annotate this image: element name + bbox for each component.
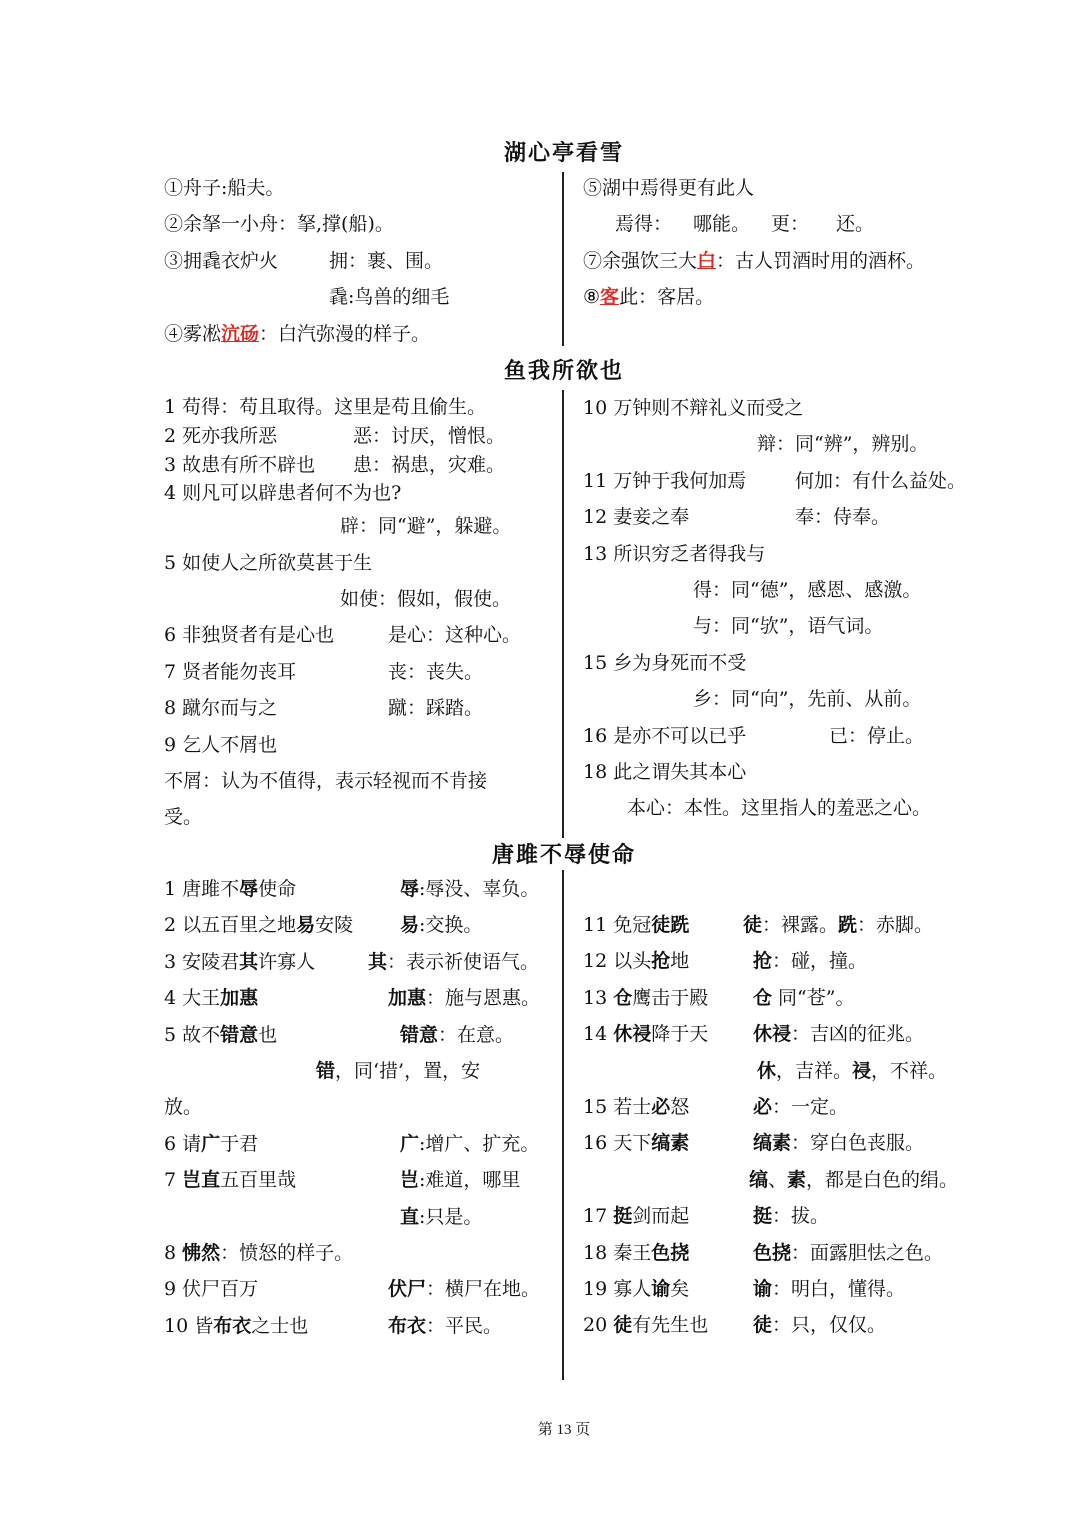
keyword: 缟素 — [753, 1132, 792, 1155]
note-line — [583, 980, 1003, 1016]
note-phrase: ⑧ — [583, 286, 601, 309]
note-line — [583, 790, 1003, 826]
page-number-suffix: 页 — [575, 1422, 591, 1438]
keyword: 仓 — [613, 986, 633, 1009]
keyword: 加惠 — [388, 987, 427, 1010]
note-number: 7 — [164, 1169, 177, 1192]
note-definition: ：平民。 — [426, 1314, 503, 1337]
keyword: 跣 — [838, 914, 858, 936]
note-number: 17 — [583, 1205, 608, 1228]
note-line — [583, 608, 1003, 644]
note-number: 13 — [583, 986, 608, 1009]
note-line — [583, 1125, 1003, 1161]
note-number: 10 — [164, 1314, 189, 1337]
note-definition: ：碰，撞。 — [772, 950, 868, 973]
note-line: 1 苟得：苟且取得。这里是苟且偷生。 — [164, 396, 487, 418]
note-definition: 何加：有什么益处。 — [795, 469, 967, 492]
keyword: 直 — [400, 1205, 420, 1228]
note-definition: :交换。 — [419, 914, 483, 937]
note-definition: ，都是白色的绢。 — [806, 1168, 959, 1191]
keyword: 抢 — [753, 950, 773, 973]
keyword: 易 — [400, 914, 420, 937]
note-definition: 毳:鸟兽的细毛 — [329, 286, 450, 309]
note-definition: ：拔。 — [772, 1205, 830, 1228]
note-line — [583, 1162, 1003, 1198]
note-phrase: 五百里哉 — [220, 1169, 297, 1192]
keyword: 错 — [316, 1059, 336, 1082]
keyword: 休祲 — [613, 1023, 652, 1046]
note-line — [164, 508, 556, 544]
note-number: 1 — [164, 878, 177, 900]
keyword: 怫然 — [182, 1241, 221, 1264]
keyword: 挺 — [753, 1205, 773, 1228]
note-definition: ：面露胆怯之色。 — [791, 1241, 944, 1264]
keyword: 布衣 — [213, 1314, 252, 1337]
note-definition: 已：停止。 — [829, 724, 925, 747]
note-line — [583, 426, 1003, 462]
note-phrase: 若士 — [613, 1095, 652, 1118]
note-definition: 乡：同“向”，先前、从前。 — [693, 688, 922, 711]
note-line — [583, 1053, 1003, 1089]
note-definition: ：明白，懂得。 — [772, 1277, 906, 1300]
note-line: 15 乡为身死而不受 — [583, 651, 747, 674]
note-definition: ：一定。 — [772, 1095, 849, 1118]
note-number: 14 — [583, 1023, 608, 1046]
page-number — [0, 1418, 1080, 1439]
note-phrase: 安陵 — [315, 914, 354, 937]
note-phrase: 以头 — [613, 950, 652, 973]
note-number: 15 — [583, 1095, 608, 1118]
highlighted-word: 白 — [697, 249, 717, 272]
keyword: 徒跣 — [651, 914, 690, 936]
note-phrase: 天下 — [613, 1132, 652, 1155]
note-definition: :增广、扩充。 — [419, 1132, 540, 1155]
keyword: 布衣 — [388, 1314, 427, 1337]
note-definition: ：赤脚。 — [857, 914, 934, 936]
section-title-yuwosuoyuye: 鱼我所欲也 — [503, 358, 624, 384]
note-line: 10 万钟则不辩礼义而受之 — [583, 397, 804, 419]
note-phrase: 3 故患有所不辟也 — [164, 453, 316, 476]
note-definition: ：穿白色丧服。 — [791, 1132, 925, 1155]
note-number: 9 — [164, 1278, 177, 1301]
note-phrase: 12 妻妾之奉 — [583, 506, 690, 529]
keyword: 休祲 — [753, 1023, 792, 1046]
note-line — [164, 654, 556, 690]
note-definition: 患：祸患，灾难。 — [353, 453, 506, 476]
note-phrase: 寡人 — [613, 1277, 652, 1300]
note-line — [164, 1308, 556, 1344]
note-phrase: 怒 — [670, 1095, 690, 1118]
note-definition: 如使：假如，假使。 — [340, 587, 512, 610]
keyword: 谕 — [753, 1277, 773, 1300]
section3-left-column — [164, 871, 556, 1344]
note-phrase: 安陵君 — [182, 950, 240, 973]
note-phrase: 8 蹴尔而与之 — [164, 697, 278, 720]
keyword: 徒 — [743, 914, 763, 936]
note-definition: ：表示祈使语气。 — [387, 950, 540, 973]
keyword: 岂 — [400, 1169, 420, 1192]
keyword: 其 — [368, 950, 388, 973]
note-phrase: 请 — [182, 1132, 202, 1155]
note-line — [583, 572, 1003, 608]
note-number: 12 — [583, 950, 608, 973]
note-definition: :难道，哪里 — [419, 1169, 521, 1192]
note-phrase: 16 是亦不可以已乎 — [583, 724, 747, 747]
note-line: ⑤湖中焉得更有此人 — [583, 177, 755, 199]
note-definition: ，同‘措’，置，安 — [335, 1059, 481, 1082]
note-phrase: 矣 — [670, 1277, 690, 1300]
keyword: 徒 — [753, 1314, 773, 1337]
note-phrase: 免冠 — [613, 914, 652, 936]
note-definition: :辱没、辜负。 — [419, 878, 540, 900]
keyword: 易 — [296, 914, 316, 937]
note-line — [164, 451, 556, 480]
note-phrase: 降于天 — [651, 1023, 709, 1046]
note-phrase: 伏尸百万 — [182, 1278, 259, 1301]
note-phrase: ③拥毳衣炉火 — [164, 249, 279, 272]
column-divider — [562, 172, 564, 346]
note-line — [583, 279, 1003, 315]
note-definition: 奉：侍奉。 — [795, 506, 891, 529]
note-definition: 恶：讨厌，憎恨。 — [353, 424, 506, 447]
note-phrase: 皆 — [194, 1314, 214, 1337]
column-divider — [562, 870, 564, 1380]
note-line — [583, 206, 1003, 242]
note-line — [164, 1271, 556, 1307]
keyword: 必 — [753, 1095, 773, 1118]
note-phrase: 许寡人 — [258, 950, 316, 973]
note-phrase: 更： — [771, 213, 810, 236]
note-definition: :只是。 — [419, 1205, 483, 1228]
note-definition: 本心：本性。这里指人的羞恶之心。 — [627, 797, 932, 820]
note-number: 5 — [164, 1023, 177, 1046]
note-line: 受。 — [164, 806, 203, 829]
note-definition: 辩：同“辨”，辨别。 — [757, 433, 929, 456]
page-number-value: 13 — [556, 1422, 572, 1438]
note-definition: 丧：丧失。 — [388, 660, 484, 683]
note-definition: 是心：这种心。 — [388, 624, 522, 647]
keyword: 加惠 — [220, 987, 259, 1010]
note-line — [164, 279, 556, 315]
keyword: 色挠 — [651, 1241, 690, 1264]
note-definition: ：吉凶的征兆。 — [791, 1023, 925, 1046]
note-line: ②余拏一小舟：拏,撑(船)。 — [164, 213, 394, 236]
note-definition: 蹴：踩踏。 — [388, 697, 484, 720]
keyword: 色挠 — [753, 1241, 792, 1264]
note-phrase: 于君 — [220, 1132, 259, 1155]
note-phrase: 2 死亦我所恶 — [164, 424, 278, 447]
note-phrase: 使命 — [258, 878, 297, 900]
note-line: 不屑：认为不值得，表示轻视而不肯接 — [164, 769, 488, 792]
keyword: 缟素 — [651, 1132, 690, 1155]
keyword: 徒 — [613, 1314, 633, 1337]
note-line: 放。 — [164, 1096, 203, 1119]
note-line: ①舟子:船夫。 — [164, 177, 285, 199]
note-number: 11 — [583, 914, 608, 936]
note-phrase: 也 — [258, 1023, 278, 1046]
note-line: 9 乞人不屑也 — [164, 733, 278, 756]
note-definition: 辟：同“避”，躲避。 — [340, 515, 512, 538]
note-line — [164, 316, 556, 352]
note-line — [164, 422, 556, 451]
note-definition: 拥：裹、围。 — [329, 249, 444, 272]
section1-left-column — [164, 170, 556, 352]
note-line — [164, 944, 556, 980]
page-number-prefix: 第 — [537, 1422, 553, 1438]
note-line — [583, 907, 1003, 943]
section2-left-column — [164, 393, 556, 836]
keyword: 挺 — [613, 1205, 633, 1228]
note-definition: ，吉祥。 — [776, 1059, 853, 1082]
note-line — [583, 1235, 1003, 1271]
note-number: 19 — [583, 1277, 608, 1300]
note-definition: 与：同“欤”，语气词。 — [693, 615, 884, 638]
note-phrase: 剑而起 — [632, 1205, 690, 1228]
note-phrase: ④雾凇 — [164, 322, 222, 345]
note-line: 5 如使人之所欲莫甚于生 — [164, 551, 373, 574]
note-line: 13 所识穷乏者得我与 — [583, 542, 766, 565]
note-phrase: 唐雎不 — [182, 878, 240, 900]
note-phrase: ⑦余强饮三大 — [583, 249, 698, 272]
note-definition: 得：同“德”，感恩、感激。 — [693, 578, 922, 601]
note-phrase: 鹰击于殿 — [632, 986, 709, 1009]
note-definition: ：在意。 — [438, 1023, 515, 1046]
keyword: 辱 — [239, 878, 259, 900]
keyword: 祲 — [852, 1059, 872, 1082]
note-phrase: 秦王 — [613, 1241, 652, 1264]
keyword: 仓 — [753, 986, 773, 1009]
note-definition: ：施与恩惠。 — [426, 987, 541, 1010]
keyword: 其 — [239, 950, 259, 973]
note-line — [164, 1126, 556, 1162]
note-number: 2 — [164, 914, 177, 937]
keyword: 休 — [757, 1059, 777, 1082]
keyword: 岂直 — [182, 1169, 221, 1192]
keyword: 广 — [400, 1132, 420, 1155]
section-title-huxinting: 湖心亭看雪 — [503, 140, 624, 166]
keyword: 伏尸 — [388, 1278, 427, 1301]
note-line — [583, 463, 1003, 499]
note-phrase: 有先生也 — [632, 1314, 709, 1337]
note-phrase: 焉得： — [615, 213, 673, 236]
note-line — [164, 1162, 556, 1198]
note-definition: ：只，仅仅。 — [772, 1314, 887, 1337]
note-line — [164, 980, 556, 1016]
note-line — [164, 690, 556, 726]
section-title-tangju: 唐雎不辱使命 — [491, 842, 636, 868]
note-line — [583, 1016, 1003, 1052]
note-definition: 此：客居。 — [619, 286, 715, 309]
note-line — [164, 243, 556, 279]
note-number: 18 — [583, 1241, 608, 1264]
note-line — [583, 499, 1003, 535]
note-line: 4 则凡可以辟患者何不为也? — [164, 482, 402, 505]
note-number: 20 — [583, 1314, 608, 1337]
column-divider — [562, 390, 564, 838]
section1-right-column — [583, 170, 1003, 316]
note-phrase: 大王 — [182, 987, 221, 1010]
highlighted-word: 客 — [600, 286, 620, 309]
note-phrase: 故不 — [182, 1023, 221, 1046]
note-phrase: 6 非独贤者有是心也 — [164, 624, 335, 647]
note-phrase: 11 万钟于我何加焉 — [583, 469, 747, 492]
note-definition: ：横尸在地。 — [426, 1278, 541, 1301]
note-line — [164, 617, 556, 653]
note-number: 4 — [164, 987, 177, 1010]
keyword: 缟 — [749, 1168, 769, 1191]
note-definition: ：白汽弥漫的样子。 — [259, 322, 431, 345]
note-line — [164, 581, 556, 617]
note-line — [583, 681, 1003, 717]
note-line — [164, 1053, 556, 1089]
note-line — [583, 1271, 1003, 1307]
note-number: 8 — [164, 1241, 177, 1264]
note-line — [583, 718, 1003, 754]
keyword: 辱 — [400, 878, 420, 900]
highlighted-word: 沆砀 — [221, 322, 260, 345]
note-phrase: 之士也 — [251, 1314, 309, 1337]
note-line — [164, 871, 556, 907]
note-definition: 还。 — [836, 213, 875, 236]
note-line — [583, 943, 1003, 979]
note-line — [164, 907, 556, 943]
keyword: 必 — [651, 1095, 671, 1118]
note-line — [164, 1017, 556, 1053]
note-line — [583, 1198, 1003, 1234]
note-line — [164, 1235, 556, 1271]
note-line: 18 此之谓失其本心 — [583, 760, 747, 783]
note-line — [583, 1089, 1003, 1125]
section2-right-column — [583, 390, 1003, 827]
keyword: 错意 — [400, 1023, 439, 1046]
note-line — [583, 243, 1003, 279]
note-number: 3 — [164, 950, 177, 973]
note-definition: ，不祥。 — [871, 1059, 948, 1082]
note-phrase: 7 贤者能勿丧耳 — [164, 660, 297, 683]
note-definition: 哪能。 — [693, 213, 751, 236]
note-definition: ：古人罚酒时用的酒杯。 — [716, 249, 926, 272]
note-line — [583, 1307, 1003, 1343]
note-definition: 、 — [768, 1168, 788, 1191]
keyword: 抢 — [651, 950, 671, 973]
note-definition: ：愤怒的样子。 — [220, 1241, 354, 1264]
note-definition: 同“苍”。 — [772, 986, 855, 1009]
keyword: 广 — [201, 1132, 221, 1155]
note-phrase: 以五百里之地 — [182, 914, 297, 937]
keyword: 错意 — [220, 1023, 259, 1046]
section3-right-column — [583, 907, 1003, 1344]
keyword: 素 — [787, 1168, 807, 1191]
note-definition: ：裸露。 — [762, 914, 839, 936]
note-phrase: 地 — [670, 950, 690, 973]
keyword: 谕 — [651, 1277, 671, 1300]
note-number: 6 — [164, 1132, 177, 1155]
note-number: 16 — [583, 1132, 608, 1155]
note-line — [164, 1199, 556, 1235]
